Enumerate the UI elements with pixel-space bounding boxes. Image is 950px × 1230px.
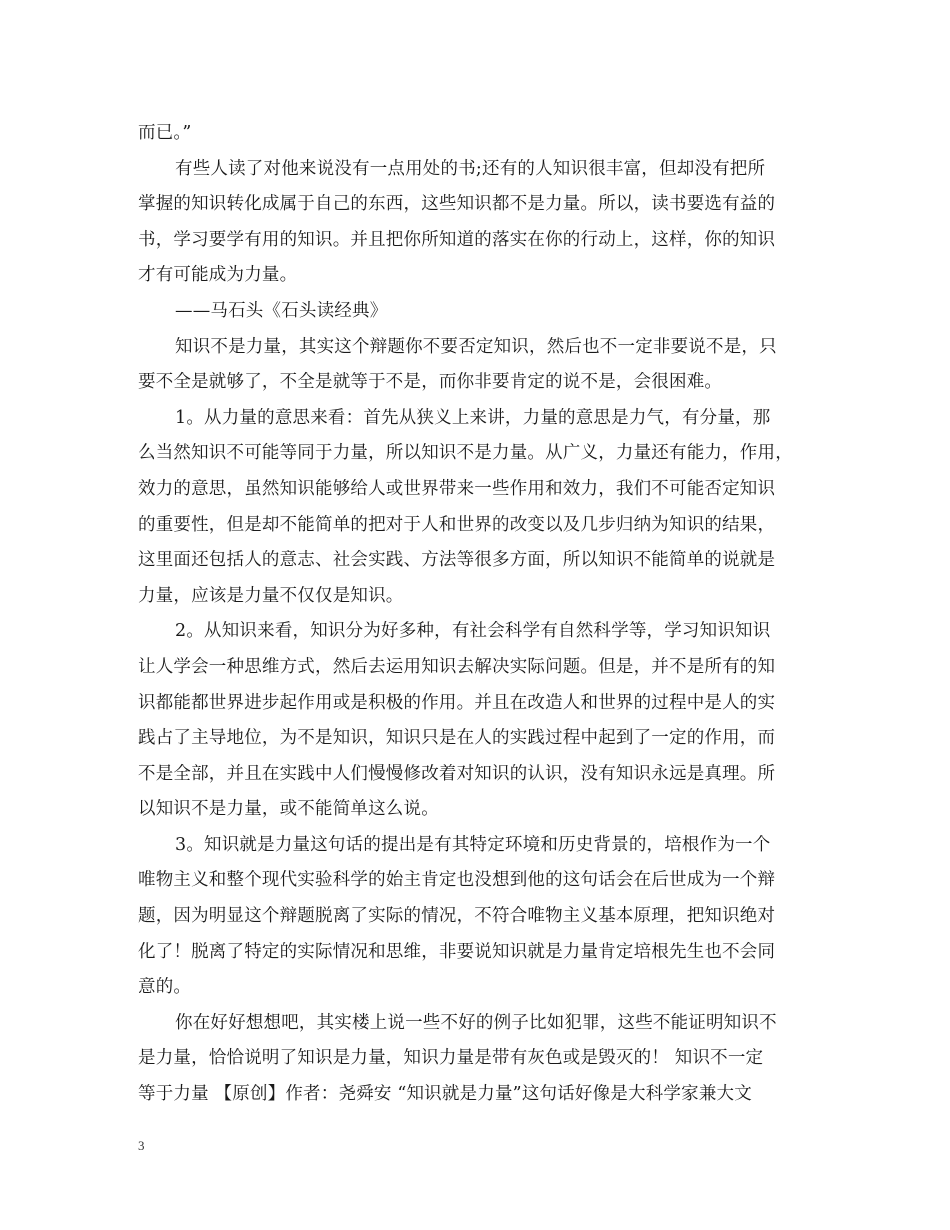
text-line: 化了！脱离了特定的实际情况和思维，非要说知识就是力量肯定培根先生也不会同 xyxy=(138,941,776,962)
text-line: 3。知识就是力量这句话的提出是有其特定环境和历史背景的，培根作为一个 xyxy=(175,834,771,855)
text-line: 力量，应该是力量不仅仅是知识。 xyxy=(138,585,404,606)
text-line: 题，因为明显这个辩题脱离了实际的情况，不符合唯物主义基本原理，把知识绝对 xyxy=(138,906,776,927)
text-line: 让人学会一种思维方式，然后去运用知识去解决实际问题。但是，并不是所有的知 xyxy=(138,656,776,677)
text-line: 这里面还包括人的意志、社会实践、方法等很多方面，所以知识不能简单的说就是 xyxy=(138,550,776,571)
text-line: 掌握的知识转化成属于自己的东西，这些知识都不是力量。所以，读书要选有益的 xyxy=(138,194,776,215)
text-line: 践占了主导地位，为不是知识，知识只是在人的实践过程中起到了一定的作用，而 xyxy=(138,728,776,749)
text-line: 知识不是力量，其实这个辩题你不要否定知识，然后也不一定非要说不是，只 xyxy=(175,336,777,357)
text-line: 有些人读了对他来说没有一点用处的书;还有的人知识很丰富，但却没有把所 xyxy=(175,158,766,179)
document-body xyxy=(138,116,814,1113)
text-line: 么当然知识不可能等同于力量，所以知识不是力量。从广义，力量还有能力，作用， xyxy=(138,443,793,464)
text-line: 是力量，恰恰说明了知识是力量，知识力量是带有灰色或是毁灭的！ 知识不一定 xyxy=(138,1048,764,1069)
text-line: 1。从力量的意思来看：首先从狭义上来讲，力量的意思是力气，有分量，那 xyxy=(175,407,771,428)
page-number: 3 xyxy=(138,1138,145,1153)
text-line: 书，学习要学有用的知识。并且把你所知道的落实在你的行动上，这样，你的知识 xyxy=(138,229,776,250)
text-line: 2。从知识来看，知识分为好多种，有社会科学有自然科学等，学习知识知识 xyxy=(175,621,771,642)
text-line: 不是全部，并且在实践中人们慢慢修改着对知识的认识，没有知识永远是真理。所 xyxy=(138,763,776,784)
text-line: 你在好好想想吧，其实楼上说一些不好的例子比如犯罪，这些不能证明知识不 xyxy=(175,1012,777,1033)
text-line: 等于力量 【原创】作者：尧舜安 “知识就是力量”这句话好像是大科学家兼大文 xyxy=(138,1084,752,1105)
text-line: 唯物主义和整个现代实验科学的始主肯定也没想到他的这句话会在后世成为一个辩 xyxy=(138,870,776,891)
text-line: 才有可能成为力量。 xyxy=(138,265,298,286)
text-line: 识都能都世界进步起作用或是积极的作用。并且在改造人和世界的过程中是人的实 xyxy=(138,692,776,713)
text-line: 而已。” xyxy=(138,123,192,143)
text-line: 以知识不是力量，或不能简单这么说。 xyxy=(138,799,439,820)
text-line: 意的。 xyxy=(138,977,192,998)
text-line: 要不全是就够了，不全是就等于不是，而你非要肯定的说不是，会很困难。 xyxy=(138,372,723,393)
text-line: 效力的意思，虽然知识能够给人或世界带来一些作用和效力，我们不可能否定知识 xyxy=(138,478,776,499)
text-line: 的重要性，但是却不能简单的把对于人和世界的改变以及几步归纳为知识的结果， xyxy=(138,514,776,535)
text-line: ——马石头《石头读经典》 xyxy=(175,300,388,321)
